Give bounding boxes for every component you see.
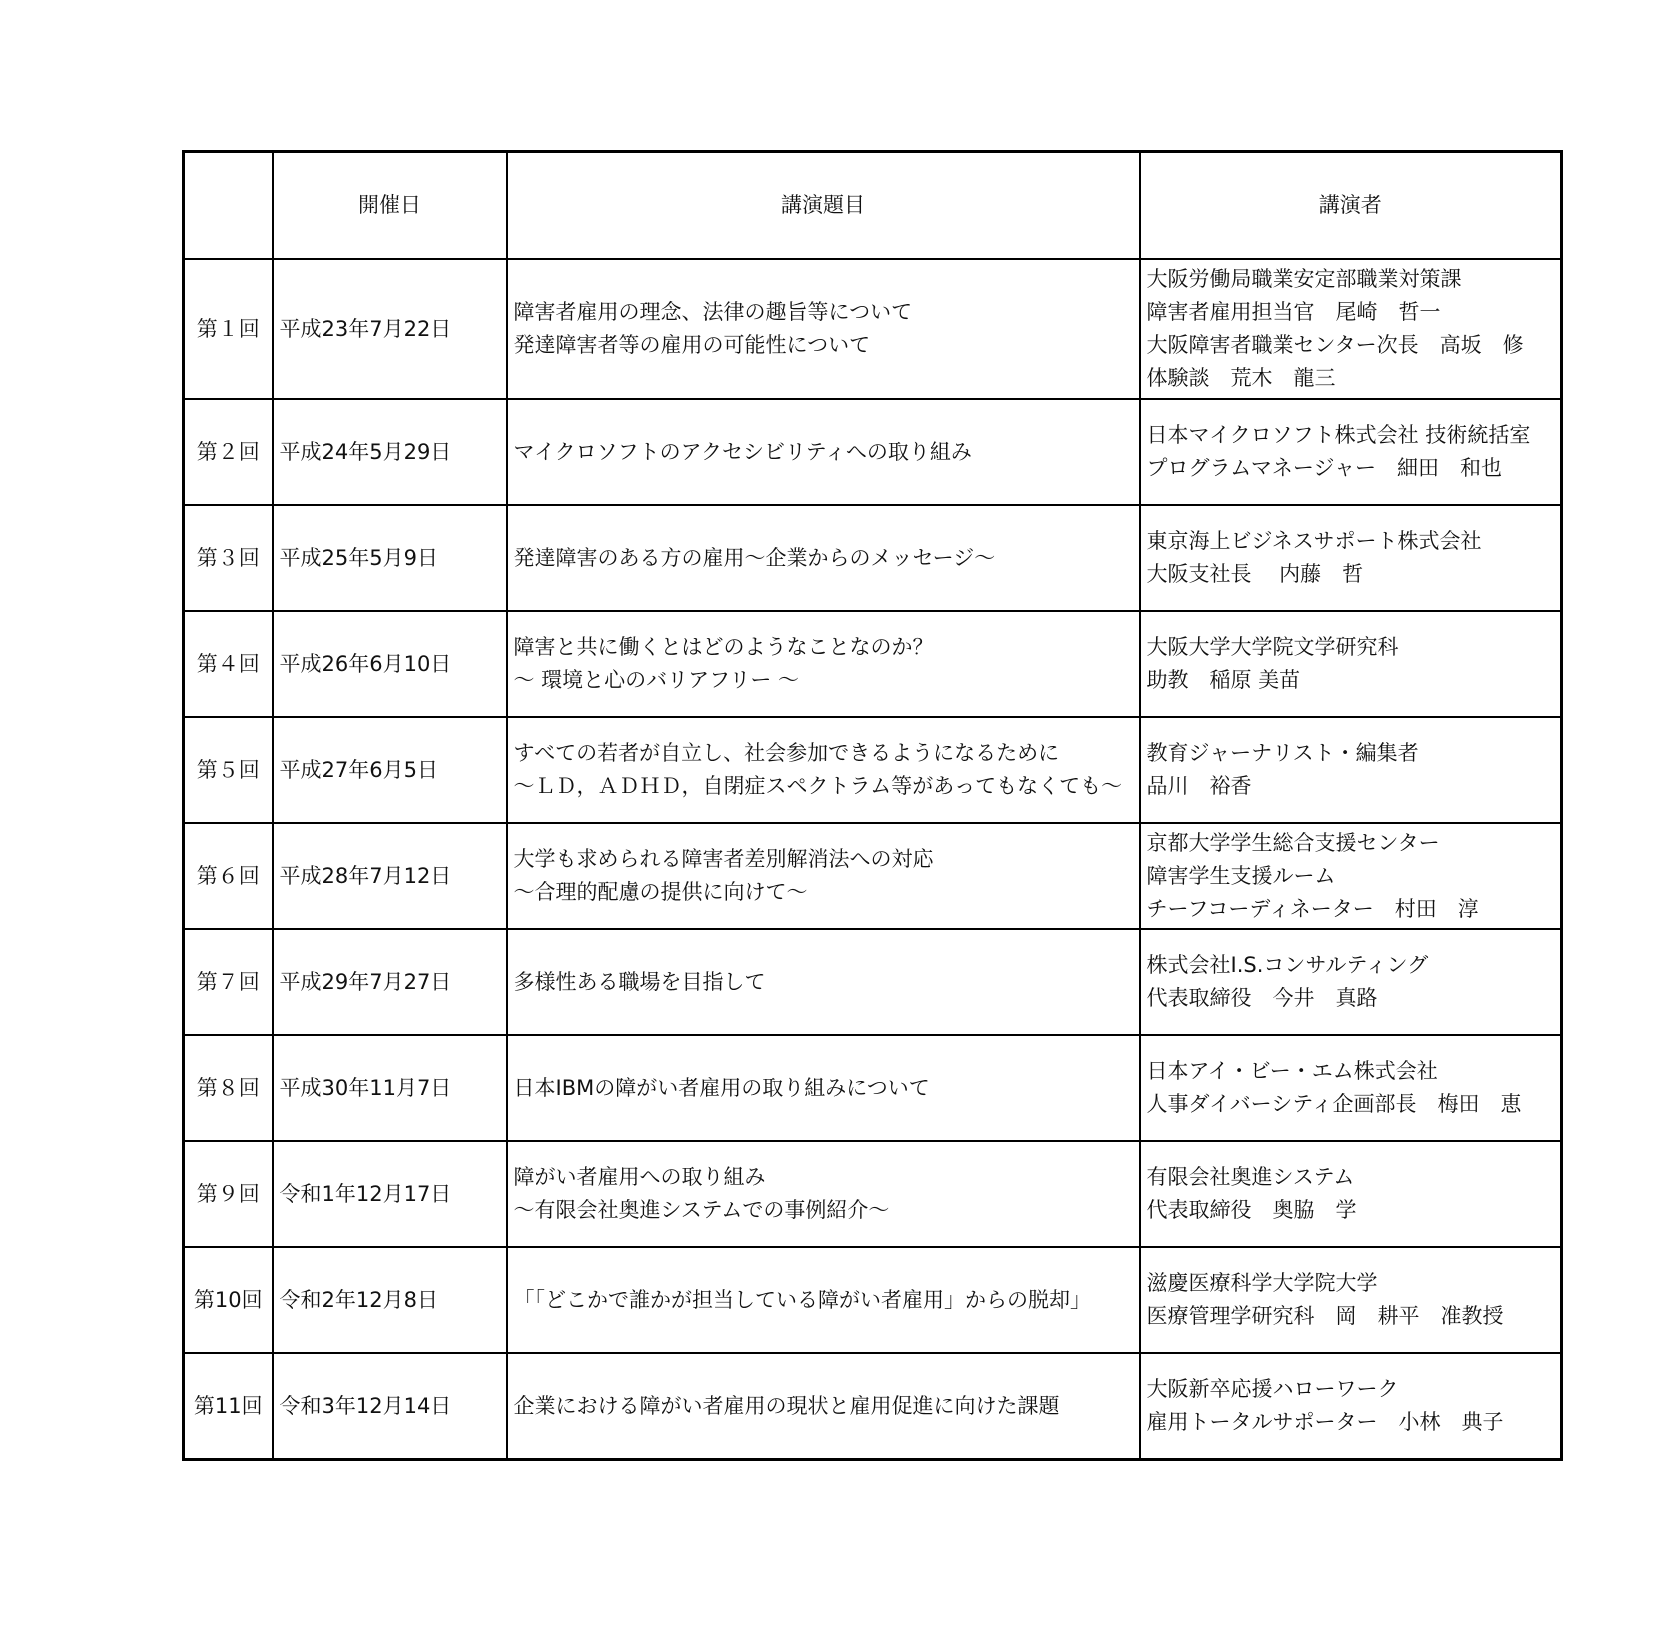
lecture-title-line: 大学も求められる障害者差別解消法への対応: [513, 847, 934, 871]
header-title: 講演題目: [507, 152, 1140, 260]
lecturer-line: 助教 稲原 美苗: [1146, 668, 1301, 692]
lecture-title-line: 発達障害者等の雇用の可能性について: [513, 333, 871, 357]
lecture-title-line: 障害と共に働くとはどのようなことなのか？: [513, 635, 934, 659]
header-number: [184, 152, 273, 260]
lecturer: [1140, 259, 1562, 399]
lecturer: [1140, 1353, 1562, 1460]
lecturer-line: 大阪労働局職業安定部職業対策課: [1146, 267, 1462, 291]
lecturer: [1140, 929, 1562, 1035]
lecture-title-line: ～合理的配慮の提供に向けて～: [513, 880, 808, 904]
table-row: [184, 505, 1562, 611]
lecturer-line: プログラムマネージャー 細田 和也: [1146, 456, 1503, 480]
table-row: [184, 611, 1562, 717]
lecturer-line: 大阪障害者職業センター次長 高坂 修: [1146, 333, 1524, 357]
session-number: 第２回: [184, 399, 273, 505]
header-speaker: 講演者: [1140, 152, 1562, 260]
session-number: 第４回: [184, 611, 273, 717]
table-header-row: [184, 152, 1562, 260]
table-row: [184, 717, 1562, 823]
lecturer-line: 株式会社I.S.コンサルティング: [1146, 953, 1429, 977]
lecturer-line: 障害者雇用担当官 尾崎 哲一: [1146, 300, 1441, 324]
table-row: [184, 1353, 1562, 1460]
lecture-title-line: 障害者雇用の理念、法律の趣旨等について: [513, 300, 913, 324]
lecture-title: [507, 1247, 1140, 1353]
session-number: 第９回: [184, 1141, 273, 1247]
session-date: 平成29年7月27日: [273, 929, 507, 1035]
session-date: 平成23年7月22日: [273, 259, 507, 399]
lecture-title: [507, 1353, 1140, 1460]
session-date: 平成28年7月12日: [273, 823, 507, 929]
table-row: [184, 823, 1562, 929]
session-number: 第７回: [184, 929, 273, 1035]
lecturer-line: 体験談 荒木 龍三: [1146, 366, 1336, 390]
lecturer-line: 有限会社奥進システム: [1146, 1165, 1355, 1189]
session-number: 第３回: [184, 505, 273, 611]
lecturer: [1140, 399, 1562, 505]
table-body: [184, 259, 1562, 1460]
session-number: 第５回: [184, 717, 273, 823]
session-date: 令和3年12月14日: [273, 1353, 507, 1460]
session-date: 平成25年5月9日: [273, 505, 507, 611]
lecture-title-line: 企業における障がい者雇用の現状と雇用促進に向けた課題: [513, 1393, 1060, 1418]
session-date: 平成24年5月29日: [273, 399, 507, 505]
lecturer: [1140, 1247, 1562, 1353]
lecturer: [1140, 717, 1562, 823]
header-date: 開催日: [273, 152, 507, 260]
lecturer: [1140, 611, 1562, 717]
table-row: [184, 259, 1562, 399]
lecturer: [1140, 823, 1562, 929]
lecturer-line: 日本マイクロソフト株式会社 技術統括室: [1146, 423, 1531, 447]
lecture-title-line: 「「どこかで誰かが担当している障がい者雇用」からの脱却」: [513, 1287, 1091, 1312]
lecturer-line: 京都大学学生総合支援センター: [1146, 830, 1440, 855]
lecturer-line: 品川 裕香: [1146, 774, 1252, 798]
lecturer: [1140, 1035, 1562, 1141]
lecturer-line: 滋慶医療科学大学院大学: [1146, 1271, 1378, 1295]
session-date: 平成30年11月7日: [273, 1035, 507, 1141]
table-row: [184, 1247, 1562, 1353]
lecturer-line: 大阪新卒応援ハローワーク: [1146, 1377, 1399, 1401]
session-number: 第６回: [184, 823, 273, 929]
lecturer-line: 大阪大学大学院文学研究科: [1146, 635, 1399, 659]
lecturer-line: 障害学生支援ルーム: [1146, 863, 1336, 888]
lecture-title-line: ～ＬＤ，ＡＤＨＤ，自閉症スペクトラム等があってもなくても～: [513, 774, 1123, 798]
lecture-title: [507, 717, 1140, 823]
lecturer-line: 代表取締役 奥脇 学: [1146, 1198, 1357, 1222]
table-row: [184, 1035, 1562, 1141]
lecturer-line: 東京海上ビジネスサポート株式会社: [1146, 529, 1482, 553]
lecturer-line: 人事ダイバーシティ企画部長 梅田 恵: [1146, 1092, 1522, 1116]
lecture-title: [507, 259, 1140, 399]
lecturer-line: 日本アイ・ビー・エム株式会社: [1146, 1059, 1438, 1083]
session-number: 第８回: [184, 1035, 273, 1141]
lecture-title: [507, 399, 1140, 505]
session-date: 平成26年6月10日: [273, 611, 507, 717]
session-number: 第10回: [184, 1247, 273, 1353]
lecture-title: [507, 823, 1140, 929]
lecture-title-line: マイクロソフトのアクセシビリティへの取り組み: [513, 439, 972, 464]
lecturer-line: 大阪支社長 内藤 哲: [1146, 562, 1364, 586]
lecture-title: [507, 505, 1140, 611]
table-row: [184, 399, 1562, 505]
session-date: 平成27年6月5日: [273, 717, 507, 823]
lecturer-line: 代表取締役 今井 真路: [1146, 986, 1378, 1010]
lecturer: [1140, 1141, 1562, 1247]
lecturer-line: 医療管理学研究科 岡 耕平 准教授: [1146, 1304, 1504, 1328]
session-date: 令和2年12月8日: [273, 1247, 507, 1353]
lecture-history-table: [182, 150, 1563, 1461]
lecture-title-line: 多様性ある職場を目指して: [513, 969, 766, 994]
lecture-title-line: 発達障害のある方の雇用～企業からのメッセージ～: [513, 545, 996, 570]
session-number: 第１回: [184, 259, 273, 399]
lecture-title-line: すべての若者が自立し、社会参加できるようになるために: [513, 741, 1060, 765]
lecture-title-line: ～有限会社奥進システムでの事例紹介～: [513, 1198, 890, 1222]
table-row: [184, 929, 1562, 1035]
lecture-title: [507, 611, 1140, 717]
lecture-title-line: 日本IBMの障がい者雇用の取り組みについて: [513, 1075, 930, 1100]
lecture-title: [507, 1035, 1140, 1141]
lecturer-line: 教育ジャーナリスト・編集者: [1146, 741, 1419, 765]
lecturer-line: チーフコーディネーター 村田 淳: [1146, 896, 1479, 921]
table-row: [184, 1141, 1562, 1247]
lecture-title-line: 障がい者雇用への取り組み: [513, 1165, 766, 1189]
lecturer: [1140, 505, 1562, 611]
session-number: 第11回: [184, 1353, 273, 1460]
lecturer-line: 雇用トータルサポーター 小林 典子: [1146, 1410, 1504, 1434]
lecture-title: [507, 929, 1140, 1035]
session-date: 令和1年12月17日: [273, 1141, 507, 1247]
lecture-title-line: ～ 環境と心のバリアフリー ～: [513, 668, 800, 692]
lecture-title: [507, 1141, 1140, 1247]
